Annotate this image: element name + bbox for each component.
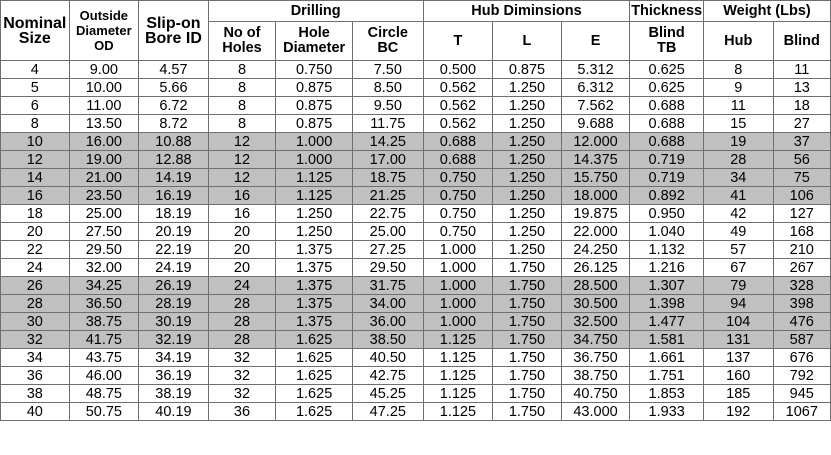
cell-t: 0.750: [423, 223, 493, 241]
cell-slip-on-bore: 22.19: [139, 241, 209, 259]
cell-weight-hub: 185: [703, 385, 773, 403]
cell-circle-bc: 25.00: [353, 223, 424, 241]
table-body: [1, 61, 831, 421]
cell-weight-blind: 75: [773, 169, 830, 187]
cell-circle-bc: 8.50: [353, 79, 424, 97]
cell-blind-tb: 1.307: [630, 277, 704, 295]
cell-hole-diameter: 1.625: [276, 385, 353, 403]
cell-blind-tb: 0.625: [630, 79, 704, 97]
table-row: [1, 205, 831, 223]
header-no-of-holes: No of Holes: [208, 22, 276, 61]
cell-blind-tb: 0.950: [630, 205, 704, 223]
cell-e: 26.125: [561, 259, 630, 277]
cell-l: 1.750: [493, 259, 562, 277]
cell-no-of-holes: 20: [208, 223, 276, 241]
cell-weight-hub: 9: [703, 79, 773, 97]
cell-t: 0.562: [423, 79, 493, 97]
cell-no-of-holes: 32: [208, 349, 276, 367]
cell-t: 0.688: [423, 133, 493, 151]
cell-hole-diameter: 1.250: [276, 205, 353, 223]
cell-l: 1.250: [493, 97, 562, 115]
cell-weight-hub: 8: [703, 61, 773, 79]
cell-t: 0.750: [423, 205, 493, 223]
cell-l: 1.250: [493, 187, 562, 205]
cell-t: 1.000: [423, 259, 493, 277]
table-row: [1, 349, 831, 367]
cell-outside-diameter: 13.50: [69, 115, 139, 133]
cell-weight-blind: 328: [773, 277, 830, 295]
cell-weight-blind: 792: [773, 367, 830, 385]
cell-slip-on-bore: 40.19: [139, 403, 209, 421]
cell-nominal-size: 22: [1, 241, 70, 259]
cell-slip-on-bore: 4.57: [139, 61, 209, 79]
cell-blind-tb: 0.625: [630, 61, 704, 79]
cell-circle-bc: 9.50: [353, 97, 424, 115]
cell-blind-tb: 0.688: [630, 133, 704, 151]
cell-circle-bc: 45.25: [353, 385, 424, 403]
cell-slip-on-bore: 36.19: [139, 367, 209, 385]
header-l: L: [493, 22, 562, 61]
cell-blind-tb: 0.688: [630, 97, 704, 115]
cell-weight-blind: 27: [773, 115, 830, 133]
cell-l: 1.750: [493, 385, 562, 403]
cell-nominal-size: 20: [1, 223, 70, 241]
cell-outside-diameter: 21.00: [69, 169, 139, 187]
cell-t: 1.125: [423, 349, 493, 367]
cell-blind-tb: 0.892: [630, 187, 704, 205]
cell-weight-blind: 18: [773, 97, 830, 115]
table-row: [1, 61, 831, 79]
cell-circle-bc: 40.50: [353, 349, 424, 367]
table-row: [1, 385, 831, 403]
cell-hole-diameter: 1.125: [276, 169, 353, 187]
cell-circle-bc: 34.00: [353, 295, 424, 313]
cell-blind-tb: 1.398: [630, 295, 704, 313]
cell-nominal-size: 12: [1, 151, 70, 169]
cell-blind-tb: 1.661: [630, 349, 704, 367]
cell-hole-diameter: 1.375: [276, 313, 353, 331]
cell-l: 0.875: [493, 61, 562, 79]
cell-no-of-holes: 16: [208, 187, 276, 205]
cell-no-of-holes: 12: [208, 151, 276, 169]
cell-hole-diameter: 1.375: [276, 241, 353, 259]
cell-l: 1.750: [493, 367, 562, 385]
cell-weight-blind: 267: [773, 259, 830, 277]
cell-weight-blind: 37: [773, 133, 830, 151]
cell-e: 7.562: [561, 97, 630, 115]
cell-e: 19.875: [561, 205, 630, 223]
cell-circle-bc: 36.00: [353, 313, 424, 331]
cell-weight-hub: 49: [703, 223, 773, 241]
cell-weight-hub: 34: [703, 169, 773, 187]
cell-e: 30.500: [561, 295, 630, 313]
cell-slip-on-bore: 24.19: [139, 259, 209, 277]
cell-slip-on-bore: 16.19: [139, 187, 209, 205]
cell-slip-on-bore: 20.19: [139, 223, 209, 241]
cell-slip-on-bore: 28.19: [139, 295, 209, 313]
cell-outside-diameter: 29.50: [69, 241, 139, 259]
header-e: E: [561, 22, 630, 61]
cell-l: 1.250: [493, 169, 562, 187]
cell-outside-diameter: 9.00: [69, 61, 139, 79]
table-row: [1, 403, 831, 421]
cell-circle-bc: 14.25: [353, 133, 424, 151]
cell-t: 1.000: [423, 241, 493, 259]
header-nominal-size: Nominal Size: [1, 1, 70, 61]
cell-outside-diameter: 16.00: [69, 133, 139, 151]
header-outside-diameter: Outside Diameter OD: [69, 1, 139, 61]
table-row: [1, 169, 831, 187]
cell-t: 0.750: [423, 187, 493, 205]
cell-l: 1.250: [493, 205, 562, 223]
cell-weight-hub: 11: [703, 97, 773, 115]
cell-blind-tb: 1.040: [630, 223, 704, 241]
cell-e: 9.688: [561, 115, 630, 133]
cell-no-of-holes: 32: [208, 385, 276, 403]
cell-nominal-size: 16: [1, 187, 70, 205]
cell-l: 1.750: [493, 403, 562, 421]
cell-no-of-holes: 8: [208, 115, 276, 133]
header-weight: Weight (Lbs): [703, 1, 830, 22]
cell-t: 0.562: [423, 97, 493, 115]
cell-slip-on-bore: 32.19: [139, 331, 209, 349]
cell-weight-hub: 42: [703, 205, 773, 223]
cell-weight-hub: 104: [703, 313, 773, 331]
cell-circle-bc: 42.75: [353, 367, 424, 385]
header-slip-on-bore: Slip-on Bore ID: [139, 1, 209, 61]
cell-no-of-holes: 8: [208, 61, 276, 79]
cell-e: 6.312: [561, 79, 630, 97]
cell-circle-bc: 29.50: [353, 259, 424, 277]
cell-t: 1.125: [423, 403, 493, 421]
cell-no-of-holes: 16: [208, 205, 276, 223]
cell-t: 1.125: [423, 367, 493, 385]
cell-e: 12.000: [561, 133, 630, 151]
cell-no-of-holes: 12: [208, 169, 276, 187]
cell-t: 1.000: [423, 313, 493, 331]
cell-outside-diameter: 19.00: [69, 151, 139, 169]
cell-nominal-size: 38: [1, 385, 70, 403]
cell-hole-diameter: 0.875: [276, 97, 353, 115]
cell-hole-diameter: 1.625: [276, 331, 353, 349]
cell-weight-blind: 676: [773, 349, 830, 367]
table-row: [1, 187, 831, 205]
cell-no-of-holes: 8: [208, 79, 276, 97]
cell-l: 1.250: [493, 115, 562, 133]
cell-slip-on-bore: 12.88: [139, 151, 209, 169]
cell-nominal-size: 34: [1, 349, 70, 367]
cell-weight-blind: 476: [773, 313, 830, 331]
cell-hole-diameter: 1.000: [276, 133, 353, 151]
cell-weight-blind: 587: [773, 331, 830, 349]
cell-hole-diameter: 1.625: [276, 403, 353, 421]
cell-no-of-holes: 20: [208, 241, 276, 259]
cell-blind-tb: 1.933: [630, 403, 704, 421]
cell-l: 1.750: [493, 331, 562, 349]
header-hub-dimensions: Hub Diminsions: [423, 1, 630, 22]
cell-t: 1.000: [423, 277, 493, 295]
cell-l: 1.750: [493, 277, 562, 295]
cell-nominal-size: 6: [1, 97, 70, 115]
cell-nominal-size: 8: [1, 115, 70, 133]
cell-blind-tb: 1.477: [630, 313, 704, 331]
cell-circle-bc: 18.75: [353, 169, 424, 187]
table-row: [1, 313, 831, 331]
cell-slip-on-bore: 38.19: [139, 385, 209, 403]
cell-l: 1.250: [493, 79, 562, 97]
cell-e: 24.250: [561, 241, 630, 259]
cell-outside-diameter: 41.75: [69, 331, 139, 349]
cell-outside-diameter: 50.75: [69, 403, 139, 421]
cell-weight-blind: 11: [773, 61, 830, 79]
cell-weight-blind: 13: [773, 79, 830, 97]
cell-e: 5.312: [561, 61, 630, 79]
cell-nominal-size: 18: [1, 205, 70, 223]
cell-outside-diameter: 25.00: [69, 205, 139, 223]
cell-hole-diameter: 1.250: [276, 223, 353, 241]
cell-blind-tb: 0.688: [630, 115, 704, 133]
cell-hole-diameter: 1.000: [276, 151, 353, 169]
cell-no-of-holes: 8: [208, 97, 276, 115]
cell-nominal-size: 32: [1, 331, 70, 349]
table-row: [1, 277, 831, 295]
cell-nominal-size: 4: [1, 61, 70, 79]
cell-hole-diameter: 1.375: [276, 259, 353, 277]
cell-e: 15.750: [561, 169, 630, 187]
cell-weight-hub: 137: [703, 349, 773, 367]
cell-weight-blind: 127: [773, 205, 830, 223]
cell-l: 1.250: [493, 223, 562, 241]
cell-hole-diameter: 0.875: [276, 79, 353, 97]
cell-weight-blind: 398: [773, 295, 830, 313]
cell-slip-on-bore: 14.19: [139, 169, 209, 187]
cell-no-of-holes: 32: [208, 367, 276, 385]
cell-nominal-size: 5: [1, 79, 70, 97]
cell-e: 34.750: [561, 331, 630, 349]
table-row: [1, 97, 831, 115]
table-row: [1, 295, 831, 313]
cell-hole-diameter: 1.125: [276, 187, 353, 205]
cell-nominal-size: 26: [1, 277, 70, 295]
cell-weight-blind: 1067: [773, 403, 830, 421]
cell-slip-on-bore: 18.19: [139, 205, 209, 223]
cell-nominal-size: 36: [1, 367, 70, 385]
cell-circle-bc: 11.75: [353, 115, 424, 133]
header-t: T: [423, 22, 493, 61]
cell-hole-diameter: 0.875: [276, 115, 353, 133]
header-blind-tb: Blind TB: [630, 22, 704, 61]
cell-circle-bc: 21.25: [353, 187, 424, 205]
cell-weight-hub: 57: [703, 241, 773, 259]
cell-e: 38.750: [561, 367, 630, 385]
cell-t: 1.000: [423, 295, 493, 313]
cell-no-of-holes: 28: [208, 313, 276, 331]
cell-outside-diameter: 34.25: [69, 277, 139, 295]
cell-circle-bc: 38.50: [353, 331, 424, 349]
cell-e: 14.375: [561, 151, 630, 169]
cell-weight-hub: 41: [703, 187, 773, 205]
cell-weight-hub: 15: [703, 115, 773, 133]
table-row: [1, 241, 831, 259]
header-hole-diameter: Hole Diameter: [276, 22, 353, 61]
cell-t: 1.125: [423, 385, 493, 403]
cell-weight-hub: 94: [703, 295, 773, 313]
header-row-top: [1, 1, 831, 22]
table-row: [1, 133, 831, 151]
cell-blind-tb: 1.132: [630, 241, 704, 259]
cell-t: 0.500: [423, 61, 493, 79]
cell-l: 1.250: [493, 241, 562, 259]
cell-outside-diameter: 43.75: [69, 349, 139, 367]
cell-weight-hub: 192: [703, 403, 773, 421]
cell-outside-diameter: 23.50: [69, 187, 139, 205]
cell-nominal-size: 28: [1, 295, 70, 313]
header-weight-blind: Blind: [773, 22, 830, 61]
cell-outside-diameter: 36.50: [69, 295, 139, 313]
cell-no-of-holes: 28: [208, 331, 276, 349]
cell-l: 1.750: [493, 349, 562, 367]
cell-hole-diameter: 1.625: [276, 367, 353, 385]
cell-outside-diameter: 48.75: [69, 385, 139, 403]
cell-hole-diameter: 1.375: [276, 295, 353, 313]
table-row: [1, 151, 831, 169]
header-circle-bc: Circle BC: [353, 22, 424, 61]
cell-outside-diameter: 38.75: [69, 313, 139, 331]
cell-e: 40.750: [561, 385, 630, 403]
cell-outside-diameter: 46.00: [69, 367, 139, 385]
cell-circle-bc: 7.50: [353, 61, 424, 79]
cell-outside-diameter: 10.00: [69, 79, 139, 97]
cell-outside-diameter: 32.00: [69, 259, 139, 277]
table-row: [1, 331, 831, 349]
cell-l: 1.250: [493, 133, 562, 151]
header-weight-hub: Hub: [703, 22, 773, 61]
table-row: [1, 223, 831, 241]
cell-nominal-size: 10: [1, 133, 70, 151]
cell-nominal-size: 40: [1, 403, 70, 421]
cell-slip-on-bore: 30.19: [139, 313, 209, 331]
cell-weight-blind: 210: [773, 241, 830, 259]
cell-hole-diameter: 1.625: [276, 349, 353, 367]
cell-outside-diameter: 27.50: [69, 223, 139, 241]
cell-nominal-size: 30: [1, 313, 70, 331]
cell-circle-bc: 22.75: [353, 205, 424, 223]
table-row: [1, 259, 831, 277]
cell-no-of-holes: 36: [208, 403, 276, 421]
cell-l: 1.250: [493, 151, 562, 169]
cell-circle-bc: 17.00: [353, 151, 424, 169]
table-row: [1, 115, 831, 133]
header-drilling: Drilling: [208, 1, 423, 22]
header-thickness: Thickness: [630, 1, 704, 22]
cell-weight-hub: 28: [703, 151, 773, 169]
table-row: [1, 79, 831, 97]
cell-t: 0.750: [423, 169, 493, 187]
cell-weight-hub: 160: [703, 367, 773, 385]
cell-slip-on-bore: 5.66: [139, 79, 209, 97]
cell-e: 22.000: [561, 223, 630, 241]
cell-hole-diameter: 1.375: [276, 277, 353, 295]
cell-weight-blind: 945: [773, 385, 830, 403]
cell-slip-on-bore: 6.72: [139, 97, 209, 115]
cell-blind-tb: 0.719: [630, 169, 704, 187]
cell-weight-hub: 131: [703, 331, 773, 349]
cell-blind-tb: 1.853: [630, 385, 704, 403]
cell-weight-blind: 56: [773, 151, 830, 169]
cell-weight-blind: 106: [773, 187, 830, 205]
cell-t: 0.562: [423, 115, 493, 133]
cell-blind-tb: 1.751: [630, 367, 704, 385]
cell-e: 36.750: [561, 349, 630, 367]
cell-t: 1.125: [423, 331, 493, 349]
cell-weight-hub: 19: [703, 133, 773, 151]
cell-weight-hub: 79: [703, 277, 773, 295]
table-row: [1, 367, 831, 385]
cell-circle-bc: 27.25: [353, 241, 424, 259]
cell-outside-diameter: 11.00: [69, 97, 139, 115]
cell-e: 18.000: [561, 187, 630, 205]
cell-slip-on-bore: 26.19: [139, 277, 209, 295]
cell-slip-on-bore: 8.72: [139, 115, 209, 133]
cell-weight-blind: 168: [773, 223, 830, 241]
cell-e: 43.000: [561, 403, 630, 421]
cell-slip-on-bore: 34.19: [139, 349, 209, 367]
cell-circle-bc: 31.75: [353, 277, 424, 295]
cell-no-of-holes: 24: [208, 277, 276, 295]
cell-circle-bc: 47.25: [353, 403, 424, 421]
cell-no-of-holes: 12: [208, 133, 276, 151]
cell-nominal-size: 14: [1, 169, 70, 187]
cell-e: 28.500: [561, 277, 630, 295]
cell-no-of-holes: 28: [208, 295, 276, 313]
cell-hole-diameter: 0.750: [276, 61, 353, 79]
cell-nominal-size: 24: [1, 259, 70, 277]
cell-e: 32.500: [561, 313, 630, 331]
cell-l: 1.750: [493, 313, 562, 331]
cell-l: 1.750: [493, 295, 562, 313]
cell-weight-hub: 67: [703, 259, 773, 277]
cell-no-of-holes: 20: [208, 259, 276, 277]
cell-slip-on-bore: 10.88: [139, 133, 209, 151]
cell-blind-tb: 1.581: [630, 331, 704, 349]
cell-blind-tb: 1.216: [630, 259, 704, 277]
cell-blind-tb: 0.719: [630, 151, 704, 169]
cell-t: 0.688: [423, 151, 493, 169]
